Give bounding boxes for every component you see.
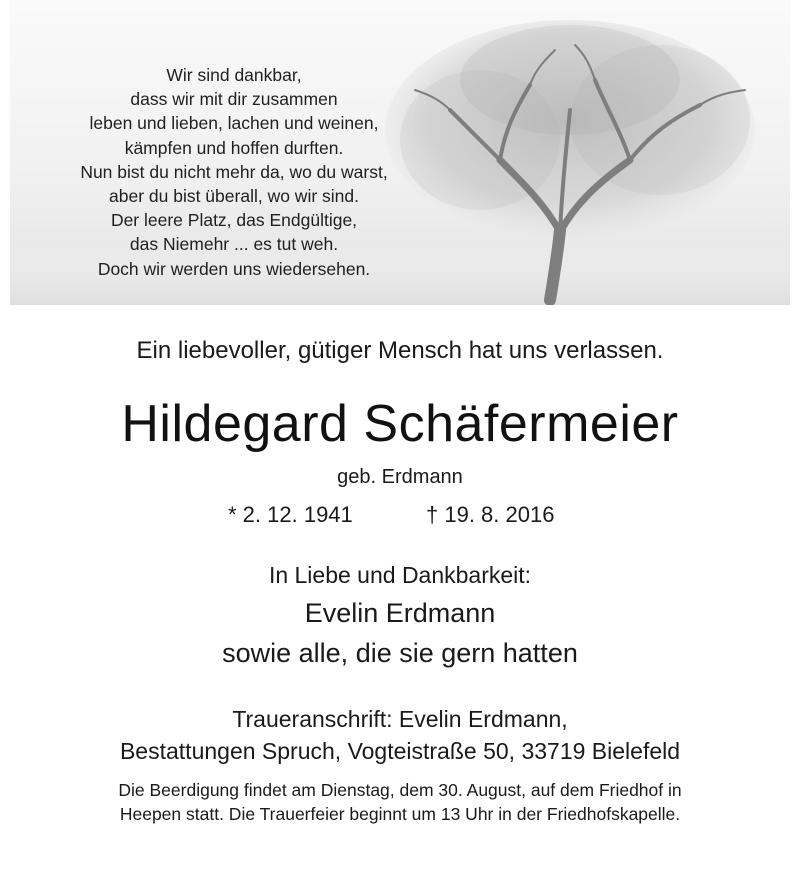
deceased-name: Hildegard Schäfermeier [121, 395, 679, 453]
mourner-name: Evelin Erdmann [304, 598, 496, 628]
funeral-notice-line: Heepen statt. Die Trauerfeier beginnt um 13 Uhr in der Friedhofskapelle. [119, 804, 681, 824]
poem-line: dass wir mit dir zusammen [130, 89, 338, 110]
mourners-others: sowie alle, die sie gern hatten [222, 638, 578, 668]
death-date: † 19. 8. 2016 [426, 502, 555, 527]
poem-line: Der leere Platz, das Endgültige, [110, 210, 358, 231]
poem-line: das Niemehr ... es tut weh. [129, 234, 339, 255]
funeral-notice [40, 778, 760, 826]
poem-line: kämpfen und hoffen durften. [124, 137, 344, 158]
mourning-address-line: Traueranschrift: Evelin Erdmann, [232, 706, 568, 732]
poem-line: Doch wir werden uns wiedersehen. [97, 258, 371, 279]
obituary-intro: Ein liebevoller, gütiger Mensch hat uns verlassen. [136, 337, 664, 364]
mourning-address-line: Bestattungen Spruch, Vogteistraße 50, 33719 Bielefeld [119, 738, 681, 764]
poem-line: leben und lieben, lachen und weinen, [89, 113, 379, 134]
poem-line: Wir sind dankbar, [166, 65, 302, 85]
poem [44, 63, 424, 281]
mourners-intro: In Liebe und Dankbarkeit: [268, 562, 532, 588]
poem-line: Nun bist du nicht mehr da, wo du warst, [80, 161, 388, 182]
poem-line: aber du bist überall, wo wir sind. [109, 186, 359, 207]
maiden-name: geb. Erdmann [337, 466, 463, 488]
birth-date: * 2. 12. 1941 [228, 502, 353, 527]
funeral-notice-line: Die Beerdigung findet am Dienstag, dem 30. August, auf dem Friedhof in [118, 780, 682, 800]
